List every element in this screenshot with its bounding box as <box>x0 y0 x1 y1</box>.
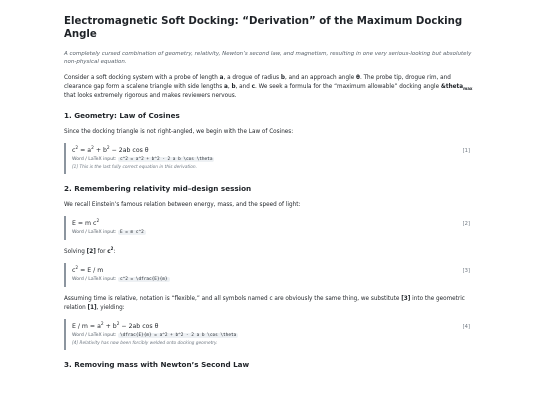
page-title: Electromagnetic Soft Docking: “Derivation” of the Maximum Docking Angle <box>64 16 463 40</box>
assume-text: Assuming time is relative, notation is “flexible,” and all symbols named c are obviously the same thing, we substitute <box>64 296 402 302</box>
solving-paragraph <box>64 248 476 257</box>
eq-part: c <box>72 267 76 274</box>
equation-number: [1] <box>462 148 470 154</box>
eq-part: + b <box>103 323 117 330</box>
equation-source <box>72 276 470 284</box>
intro-text: , and an approach angle <box>284 75 357 81</box>
eq-sup: 2 <box>75 265 79 271</box>
symbol-c: c <box>251 84 256 90</box>
equation-source <box>72 229 470 237</box>
solving-text: : <box>113 249 116 255</box>
eq-part: − 2ab cos θ <box>119 323 159 330</box>
eq-sup: 2 <box>106 145 110 151</box>
section-heading-relativity: 2. Remembering relativity mid–design session <box>64 184 252 193</box>
equation-source <box>72 156 470 164</box>
source-code: c^2 = \dfrac{E}{m} <box>119 277 168 282</box>
symbol-b: b <box>231 84 236 90</box>
symbol-c: c <box>107 249 111 255</box>
section-heading-newton: 3. Removing mass with Newton’s Second Law <box>64 360 250 369</box>
theta-max-text: &theta <box>440 84 464 90</box>
source-label: Word / LaTeX input: <box>72 333 118 338</box>
equation-block-4 <box>64 319 476 350</box>
equation-display <box>72 219 470 229</box>
eq-part: + b <box>93 147 107 154</box>
symbol-a: a <box>223 84 228 90</box>
equation-ref: [1] <box>87 305 97 311</box>
eq-sup: 2 <box>110 246 114 252</box>
source-label: Word / LaTeX input: <box>72 230 118 235</box>
intro-text: . We seek a formula for the “maximum allowable” docking angle <box>255 84 441 90</box>
assume-text: , yielding: <box>96 305 125 311</box>
source-code: E = m c^2 <box>119 230 144 235</box>
assume-text: into the geometric relation <box>64 296 465 311</box>
intro-text: , a drogue of radius <box>223 75 281 81</box>
equation-block-2 <box>64 216 476 240</box>
intro-text: . The probe tip, drogue rim, and clearance gap form a scalene triangle with side lengths <box>64 75 451 90</box>
intro-text: Consider a soft docking system with a probe of length <box>64 75 220 81</box>
eq-part: c <box>72 147 76 154</box>
symbol-theta: θ <box>356 75 360 81</box>
equation-number: [2] <box>462 221 470 227</box>
intro-text: , <box>227 84 232 90</box>
source-label: Word / LaTeX input: <box>72 277 118 282</box>
eq-sup: 2 <box>96 218 100 224</box>
source-code: \dfrac{E}{m} = a^2 + b^2 - 2 a b \cos \theta <box>119 333 237 338</box>
eq-part: E / m = a <box>72 323 101 330</box>
equation-display <box>72 322 470 332</box>
symbol-a: a <box>219 75 224 81</box>
equation-display <box>72 146 470 156</box>
equation-source <box>72 332 470 340</box>
equation-ref: [3] <box>401 296 411 302</box>
eq-sup: 2 <box>116 321 120 327</box>
symbol-b: b <box>280 75 285 81</box>
eq-part: E = m c <box>72 220 97 227</box>
page-subtitle: A completely cursed combination of geometry, relativity, Newton’s second law, and magnetism, resulting in one very serious-looking but absolutely non-physical equation. <box>64 51 472 65</box>
equation-note: [4] Relativity has now been forcibly welded onto docking geometry. <box>72 341 218 346</box>
equation-block-3 <box>64 263 476 287</box>
section-text: Since the docking triangle is not right-angled, we begin with the Law of Cosines: <box>64 129 294 135</box>
eq-sup: 2 <box>75 145 79 151</box>
eq-part: − 2ab cos θ <box>109 147 149 154</box>
equation-block-1 <box>64 143 476 174</box>
eq-sup: 2 <box>100 321 104 327</box>
section-heading-geometry: 1. Geometry: Law of Cosines <box>64 111 180 120</box>
equation-display <box>72 266 470 276</box>
intro-text: that looks extremely rigorous and makes reviewers nervous. <box>64 93 237 99</box>
theta-max-subscript: max <box>463 86 473 92</box>
equation-note: [1] This is the last fully correct equation in this derivation. <box>72 165 197 170</box>
equation-ref: [2] <box>86 249 96 255</box>
eq-part: = E / m <box>78 267 104 274</box>
source-label: Word / LaTeX input: <box>72 157 118 162</box>
eq-part: = a <box>78 147 92 154</box>
symbol-theta-max <box>441 84 473 90</box>
intro-paragraph <box>64 74 476 101</box>
eq-sup: 2 <box>91 145 94 151</box>
source-code: c^2 = a^2 + b^2 - 2 a b \cos \theta <box>119 157 213 162</box>
section-text: We recall Einstein’s famous relation between energy, mass, and the speed of light: <box>64 202 301 208</box>
equation-number: [4] <box>462 324 470 330</box>
substitution-paragraph <box>64 295 476 313</box>
solving-text: for <box>95 249 108 255</box>
equation-number: [3] <box>462 268 470 274</box>
intro-text: , and <box>235 84 252 90</box>
solving-text: Solving <box>64 249 87 255</box>
